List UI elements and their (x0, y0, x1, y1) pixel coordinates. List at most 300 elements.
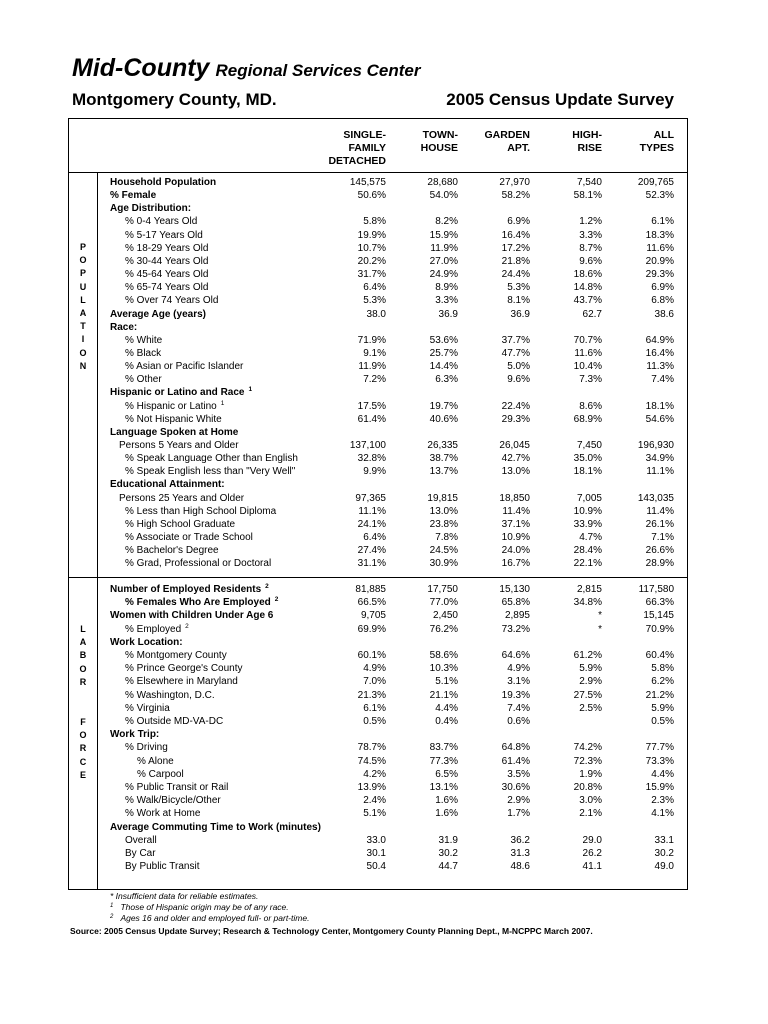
cell-single-family: 11.1% (358, 505, 386, 517)
row-label-text: % Work at Home (125, 808, 201, 820)
cell-single-family: 7.0% (363, 676, 386, 688)
row-label (110, 822, 321, 833)
table-row (0, 348, 768, 361)
table-row (0, 243, 768, 256)
row-label (110, 479, 225, 490)
cell-all-types: 0.5% (651, 716, 674, 727)
table-row (0, 782, 768, 795)
row-label-text: % Female (110, 190, 157, 202)
cell-all-types: 20.9% (645, 255, 674, 267)
row-label (125, 716, 223, 727)
table-row (0, 795, 768, 808)
cell-garden-apt: 3.1% (507, 676, 530, 688)
row-label (125, 795, 221, 806)
cell-single-family: 31.1% (357, 558, 386, 570)
cell-all-types: 26.6% (645, 545, 674, 557)
table-row (0, 650, 768, 663)
cell-single-family: 137,100 (349, 440, 386, 451)
cell-single-family: 17.5% (357, 400, 386, 412)
row-label (110, 610, 273, 621)
cell-all-types: 33.1 (654, 834, 674, 846)
cell-townhouse: 19,815 (427, 492, 458, 504)
row-label (125, 453, 298, 464)
cell-single-family: 50.6% (357, 190, 386, 202)
cell-all-types: 15.9% (645, 782, 674, 793)
cell-townhouse: 21.1% (429, 689, 458, 701)
cell-garden-apt: 29.3% (501, 413, 530, 425)
cell-high-rise: 28.4% (573, 545, 602, 557)
row-label-text: % Bachelor's Degree (125, 545, 219, 557)
table-row (0, 742, 768, 755)
cell-garden-apt: 65.8% (501, 597, 530, 609)
cell-high-rise: 29.0 (582, 834, 602, 846)
table-row (0, 414, 768, 427)
row-label-text: % Speak Language Other than English (125, 453, 298, 465)
footnote-marker: 1 (220, 399, 225, 407)
cell-garden-apt: 5.3% (507, 282, 530, 294)
cell-garden-apt: 4.9% (507, 663, 530, 675)
table-row (0, 295, 768, 308)
cell-all-types: 26.1% (645, 518, 674, 530)
table-row (0, 177, 768, 190)
row-label (125, 676, 238, 687)
cell-townhouse: 44.7 (438, 861, 458, 873)
cell-townhouse: 2,450 (432, 610, 458, 622)
table-row (0, 282, 768, 295)
row-label (125, 742, 168, 753)
footnote-marker: 2 (265, 583, 269, 590)
row-label (125, 703, 170, 714)
cell-single-family: 4.2% (363, 768, 386, 780)
row-label (110, 309, 206, 320)
cell-townhouse: 77.0% (429, 597, 458, 609)
cell-high-rise: 2.5% (579, 702, 602, 714)
cell-garden-apt: 42.7% (501, 453, 530, 465)
row-label (125, 282, 208, 293)
cell-single-family: 71.9% (357, 334, 386, 346)
cell-high-rise: 2.1% (579, 808, 602, 820)
cell-all-types: 4.1% (651, 808, 674, 820)
cell-all-types: 77.7% (645, 742, 674, 754)
row-label-text: % Less than High School Diploma (125, 505, 277, 517)
cell-townhouse: 5.1% (435, 676, 458, 688)
cell-all-types: 6.1% (651, 216, 674, 228)
cell-all-types: 28.9% (645, 558, 674, 570)
cell-all-types: 143,035 (637, 492, 674, 504)
cell-all-types: 6.9% (651, 282, 674, 294)
cell-townhouse: 1.6% (435, 795, 458, 807)
table-row (0, 663, 768, 676)
cell-high-rise: 7.3% (579, 374, 602, 386)
cell-garden-apt: 11.4% (502, 505, 530, 517)
cell-high-rise: 10.9% (573, 505, 602, 517)
row-label-text: % Black (125, 347, 162, 359)
table-row (0, 230, 768, 243)
cell-high-rise: 74.2% (573, 742, 602, 754)
cell-townhouse: 24.9% (429, 269, 458, 281)
table-row (0, 861, 768, 874)
cell-townhouse: 31.9 (438, 834, 458, 846)
row-label (125, 466, 295, 477)
cell-high-rise: 1.9% (579, 768, 602, 780)
table-row (0, 203, 768, 216)
cell-townhouse: 6.5% (435, 768, 458, 780)
cell-garden-apt: 31.3 (510, 848, 530, 859)
cell-high-rise: 70.7% (573, 334, 602, 346)
cell-garden-apt: 61.4% (501, 755, 530, 767)
footnote-insufficient: * Insufficient data for reliable estimates. (110, 891, 259, 901)
row-label-text: % Montgomery County (125, 650, 227, 661)
cell-townhouse: 25.7% (429, 347, 458, 359)
row-label-text: % Carpool (137, 768, 184, 780)
table-row (0, 848, 768, 861)
footnote-2-text: Ages 16 and older and employed full- or part-time. (120, 913, 310, 923)
cell-single-family: 11.9% (358, 361, 386, 373)
cell-high-rise: 4.7% (579, 532, 602, 544)
row-label-text: % Hispanic or Latino (125, 400, 217, 412)
cell-single-family: 2.4% (363, 795, 386, 807)
cell-garden-apt: 5.0% (507, 361, 530, 373)
cell-all-types: 209,765 (637, 177, 674, 188)
table-row (0, 545, 768, 558)
cell-townhouse: 13.0% (429, 505, 458, 517)
cell-high-rise: 35.0% (573, 453, 602, 465)
cell-garden-apt: 21.8% (501, 255, 530, 267)
cell-all-types: 18.3% (645, 229, 674, 241)
title-sub: Regional Services Center (215, 61, 421, 80)
row-label (125, 335, 162, 346)
row-label-text: % 18-29 Years Old (125, 242, 209, 254)
cell-single-family: 78.7% (357, 742, 386, 754)
row-label (110, 387, 252, 398)
row-label-text: Women with Children Under Age 6 (110, 610, 274, 622)
cell-townhouse: 54.0% (429, 190, 458, 202)
row-label (110, 322, 137, 333)
cell-garden-apt: 8.1% (507, 295, 530, 307)
cell-townhouse: 30.2 (438, 848, 458, 859)
cell-garden-apt: 36.2 (510, 834, 530, 846)
cell-single-family: 97,365 (355, 492, 386, 504)
footnote-1-mark: 1 (110, 903, 114, 909)
row-label-text: Educational Attainment: (110, 479, 225, 491)
row-label (125, 243, 208, 254)
cell-single-family: 0.5% (363, 716, 386, 727)
row-label-text: % Washington, D.C. (125, 689, 215, 701)
row-label-text: % 5-17 Years Old (125, 229, 203, 241)
table-row (0, 532, 768, 545)
cell-high-rise: 68.9% (573, 413, 602, 425)
cell-all-types: 117,580 (638, 584, 674, 595)
cell-townhouse: 17,750 (427, 584, 458, 595)
cell-townhouse: 24.5% (429, 545, 458, 557)
table-row (0, 769, 768, 782)
col-head-garden-apt: GARDEN APT. (484, 129, 530, 154)
cell-single-family: 38.0 (366, 308, 386, 320)
cell-garden-apt: 58.2% (501, 190, 530, 202)
cell-garden-apt: 48.6 (510, 861, 530, 873)
row-label (125, 414, 222, 425)
row-label (125, 663, 243, 674)
row-label (125, 519, 235, 530)
cell-single-family: 20.2% (357, 255, 386, 267)
table-row (0, 387, 768, 400)
row-label (125, 835, 157, 846)
row-label-text: Overall (125, 834, 157, 846)
cell-all-types: 196,930 (637, 440, 674, 451)
row-label-text: % Virginia (125, 702, 170, 714)
cell-single-family: 33.0 (366, 834, 386, 846)
footnote-marker: 2 (274, 596, 279, 604)
cell-townhouse: 38.7% (429, 453, 458, 465)
cell-all-types: 21.2% (645, 689, 674, 701)
table-row (0, 216, 768, 229)
cell-single-family: 10.7% (357, 242, 386, 254)
cell-townhouse: 0.4% (435, 716, 458, 727)
table-row (0, 519, 768, 532)
cell-townhouse: 6.3% (435, 374, 458, 386)
cell-townhouse: 14.4% (429, 361, 458, 373)
cell-single-family: 9,705 (360, 610, 386, 622)
cell-townhouse: 7.8% (435, 532, 458, 544)
cell-garden-apt: 7.4% (507, 702, 530, 714)
table-row (0, 756, 768, 769)
table-row (0, 440, 768, 453)
survey-name: 2005 Census Update Survey (446, 90, 674, 109)
cell-townhouse: 11.9% (430, 242, 458, 254)
cell-high-rise: 72.3% (573, 755, 602, 767)
table-row (0, 676, 768, 689)
cell-garden-apt: 0.6% (507, 716, 530, 727)
cell-townhouse: 53.6% (429, 334, 458, 346)
row-label (137, 756, 174, 767)
cell-garden-apt: 18,850 (499, 492, 530, 504)
cell-high-rise: 14.8% (573, 282, 602, 294)
cell-high-rise: 1.2% (579, 216, 602, 228)
cell-townhouse: 3.3% (435, 295, 458, 307)
row-label (125, 401, 224, 412)
cell-single-family: 5.3% (363, 295, 386, 307)
row-label-text: % 45-64 Years Old (125, 269, 209, 281)
cell-high-rise: 18.6% (573, 269, 602, 281)
row-label-text: Persons 5 Years and Older (119, 440, 239, 451)
cell-single-family: 13.9% (357, 782, 386, 793)
cell-townhouse: 36.9 (438, 308, 458, 320)
cell-townhouse: 8.2% (435, 216, 458, 228)
row-label-text: Average Commuting Time to Work (minutes) (110, 821, 321, 833)
title-main: Mid-County (72, 54, 210, 82)
cell-all-types: 6.2% (651, 676, 674, 688)
cell-all-types: 54.6% (645, 413, 674, 425)
cell-garden-apt: 17.2% (501, 242, 530, 254)
cell-all-types: 18.1% (645, 400, 674, 412)
table-row (0, 269, 768, 282)
cell-townhouse: 76.2% (429, 623, 458, 635)
table-row (0, 479, 768, 492)
table-row (0, 466, 768, 479)
cell-high-rise: 7,540 (576, 177, 602, 188)
row-label (125, 690, 215, 701)
cell-garden-apt: 47.7% (501, 347, 530, 359)
footnote-1-text: Those of Hispanic origin may be of any race. (120, 902, 289, 912)
table-row (0, 808, 768, 821)
row-label-text: By Car (125, 848, 156, 859)
cell-garden-apt: 37.1% (501, 518, 530, 530)
table-row (0, 361, 768, 374)
row-label-text: % Over 74 Years Old (125, 295, 219, 307)
cell-all-types: 66.3% (645, 597, 674, 609)
cell-high-rise: 26.2 (582, 848, 602, 859)
table-row (0, 610, 768, 623)
row-label-text: % Driving (125, 742, 168, 754)
table-row (0, 624, 768, 637)
row-label (110, 427, 238, 438)
report-title (72, 54, 421, 83)
cell-all-types: 6.8% (651, 295, 674, 307)
cell-single-family: 74.5% (357, 755, 386, 767)
table-row (0, 190, 768, 203)
cell-single-family: 30.1 (366, 848, 386, 859)
row-label-text: % Alone (137, 755, 174, 767)
cell-single-family: 6.4% (363, 532, 386, 544)
cell-garden-apt: 6.9% (507, 216, 530, 228)
cell-single-family: 21.3% (357, 689, 386, 701)
cell-single-family: 145,575 (349, 177, 386, 188)
table-row (0, 335, 768, 348)
col-head-single-family: SINGLE- FAMILY DETACHED (328, 129, 386, 167)
source-line: Source: 2005 Census Update Survey; Research & Technology Center, Montgomery County Planning Dept., M-NCPPC March 2007. (70, 926, 593, 936)
row-label (125, 597, 278, 608)
cell-garden-apt: 30.6% (501, 782, 530, 793)
cell-townhouse: 15.9% (429, 229, 458, 241)
cell-high-rise: 27.5% (573, 689, 602, 701)
cell-single-family: 5.1% (363, 808, 386, 820)
row-label-text: % Not Hispanic White (125, 413, 222, 425)
cell-all-types: 38.6 (654, 308, 674, 320)
row-label (110, 203, 191, 214)
row-label (110, 584, 269, 595)
cell-high-rise: 2,815 (576, 584, 602, 595)
cell-all-types: 30.2 (654, 848, 674, 859)
section-divider (68, 577, 688, 578)
cell-townhouse: 28,680 (427, 177, 458, 188)
cell-all-types: 16.4% (645, 347, 674, 359)
row-label-text: % White (125, 334, 163, 346)
cell-garden-apt: 36.9 (510, 308, 530, 320)
cell-single-family: 60.1% (357, 650, 386, 661)
cell-townhouse: 13.7% (429, 466, 458, 478)
cell-high-rise: 9.6% (579, 255, 602, 267)
row-label (110, 190, 156, 201)
row-label-text: % Females Who Are Employed (125, 597, 271, 609)
cell-all-types: 73.3% (645, 755, 674, 767)
cell-single-family: 9.1% (363, 347, 386, 359)
cell-single-family: 81,885 (355, 584, 386, 595)
cell-townhouse: 30.9% (429, 558, 458, 570)
row-label-text: % Prince George's County (125, 663, 243, 675)
cell-garden-apt: 26,045 (499, 440, 530, 451)
cell-garden-apt: 16.4% (501, 229, 530, 241)
row-label (125, 545, 219, 556)
table-row (0, 637, 768, 650)
row-label-text: Age Distribution: (110, 203, 192, 215)
cell-garden-apt: 24.4% (501, 269, 530, 281)
side-label-labor: L A B O R (79, 624, 87, 687)
row-label (125, 532, 253, 543)
row-label-text: Language Spoken at Home (110, 426, 239, 438)
cell-all-types: 64.9% (645, 334, 674, 346)
row-label (125, 256, 208, 267)
cell-high-rise: 20.8% (573, 782, 602, 793)
cell-garden-apt: 37.7% (501, 334, 530, 346)
table-row (0, 729, 768, 742)
cell-all-types: 5.8% (651, 663, 674, 675)
table-row (0, 427, 768, 440)
cell-single-family: 24.1% (357, 518, 386, 530)
cell-garden-apt: 22.4% (501, 400, 530, 412)
cell-all-types: 15,145 (643, 610, 674, 622)
cell-garden-apt: 3.5% (507, 768, 530, 780)
cell-single-family: 5.8% (363, 216, 386, 228)
cell-high-rise: 7,005 (576, 492, 602, 504)
col-head-high-rise: HIGH- RISE (572, 129, 602, 154)
row-label-text: By Public Transit (125, 861, 200, 873)
row-label (125, 348, 161, 359)
cell-townhouse: 26,335 (427, 440, 458, 451)
cell-single-family: 27.4% (357, 545, 386, 557)
cell-high-rise: 2.9% (579, 676, 602, 688)
table-row (0, 584, 768, 597)
table-row (0, 716, 768, 729)
cell-townhouse: 23.8% (429, 518, 458, 530)
cell-all-types: 49.0 (654, 861, 674, 873)
cell-single-family: 9.9% (363, 466, 386, 478)
cell-garden-apt: 27,970 (499, 177, 530, 188)
cell-garden-apt: 1.7% (507, 808, 530, 820)
row-label (125, 650, 227, 661)
table-row (0, 597, 768, 610)
row-label (110, 729, 159, 740)
cell-single-family: 31.7% (357, 269, 386, 281)
row-label (125, 782, 228, 793)
row-label (125, 808, 200, 819)
table-row (0, 703, 768, 716)
table-row (0, 374, 768, 387)
row-label-text: Persons 25 Years and Older (119, 492, 245, 504)
cell-townhouse: 58.6% (429, 650, 458, 661)
cell-all-types: 11.1% (646, 466, 674, 478)
cell-high-rise: * (598, 623, 602, 635)
side-label-population: P O P U L A T I O N (79, 242, 87, 371)
cell-all-types: 5.9% (651, 702, 674, 714)
cell-townhouse: 10.3% (429, 663, 458, 675)
row-label (119, 493, 244, 504)
row-label-text: Work Trip: (110, 729, 160, 741)
cell-garden-apt: 2,895 (504, 610, 530, 622)
cell-townhouse: 19.7% (429, 400, 458, 412)
cell-high-rise: 61.2% (573, 650, 602, 661)
row-label-text: Race: (110, 321, 138, 333)
row-label-text: % Grad, Professional or Doctoral (125, 558, 272, 570)
cell-garden-apt: 13.0% (501, 466, 530, 478)
row-label-text: Hispanic or Latino and Race (110, 387, 245, 399)
cell-high-rise: 7,450 (576, 440, 602, 451)
row-label (125, 230, 203, 241)
row-label-text: % Walk/Bicycle/Other (125, 795, 221, 807)
cell-high-rise: 33.9% (573, 518, 602, 530)
cell-townhouse: 13.1% (429, 782, 458, 793)
cell-single-family: 32.8% (357, 453, 386, 465)
cell-garden-apt: 24.0% (501, 545, 530, 557)
